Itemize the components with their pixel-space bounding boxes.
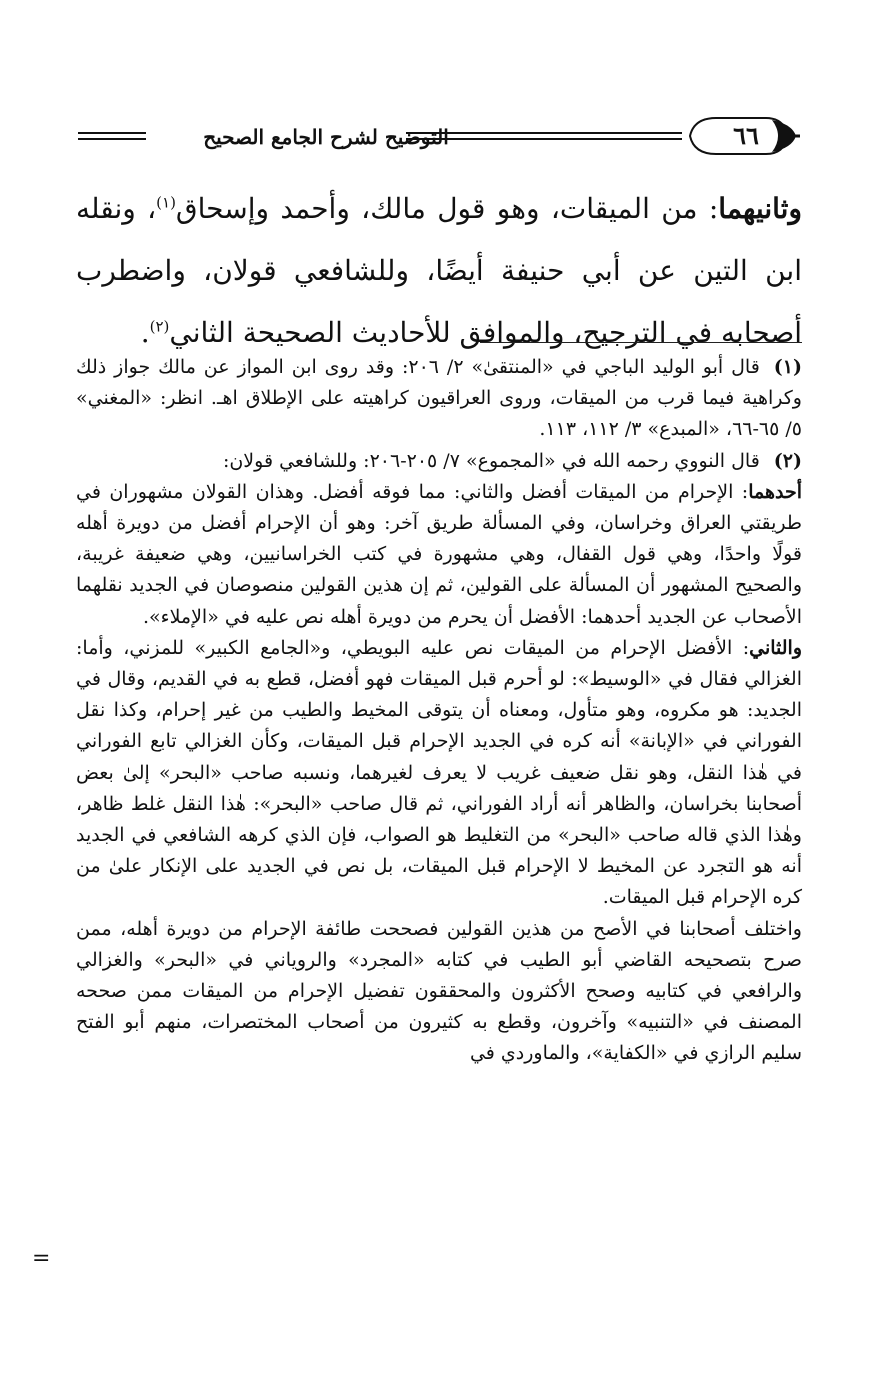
continuation-mark: = [32,1246,51,1271]
main-paragraph [76,178,802,364]
paragraph-text: ، ونقله ابن التين عن أبي حنيفة أيضًا، وللشافعي قولان، واضطرب أصحابه في الترجيح، والموافق للأحاديث الصحيحة الثاني [76,192,802,349]
footnote-number: (١) [773,356,802,378]
footnote-1 [76,352,802,446]
footnote-separator [480,342,802,343]
footnote-ref: (٢) [149,317,170,336]
paragraph-lead: وثانيهما [718,192,802,225]
footnote-text: : الأفضل الإحرام من الميقات نص عليه البويطي، و«الجامع الكبير» للمزني، وأما: الغزالي فقال في «الوسيط»: لو أحرم قبل الميقات فهو أفضل، قطع به في القديم، وقال في الجديد: هو مكروه، وهو متأول، ومعناه أن يتوقى المخيط والطيب من غير إحرام، وكذا نقل الفوراني في «الإبانة» أنه كره في الجديد الإحرام قبل الميقات، وكأن الغزالي تابع الفوراني في هٰذا النقل، وهو نقل ضعيف غريب لا يعرف لغيرهما، ونسبه صاحب «البحر» إلىٰ بعض أصحابنا بخراسان، والظاهر أنه أراد الفوراني، ثم قال صاحب «البحر»: هٰذا النقل غلط ظاهر، وهٰذا الذي قاله صاحب «البحر» من التغليط هو الصواب، فإن الذي كرهه الشافعي في الجديد أنه هو التجرد عن المخيط لا الإحرام قبل الميقات، بل نص في الجديد على الإنكار علىٰ من كره الإحرام قبل الميقات. [76,636,802,909]
main-text [76,178,802,364]
paragraph-text: : من الميقات، وهو قول مالك، وأحمد وإسحاق [175,192,719,225]
footnotes [76,352,802,1070]
footnote-text: قال النووي رحمه الله في «المجموع» ٧/ ٢٠٥-٢٠٦: وللشافعي قولان: [222,449,760,472]
paragraph-text: . [140,316,150,349]
footnote-text: : الإحرام من الميقات أفضل والثاني: مما فوقه أفضل. وهذان القولان مشهوران في طريقتي العراق وخراسان، وفي المسألة طريق آخر: وهو أن الإحرام أفضل من دويرة أهله قولًا واحدًا، وهي قول القفال، وهي مشهورة في كتب الخراسانيين، وهي ضعيفة غريبة، والصحيح المشهور أن المسألة على القولين، ثم إن هذين القولين منصوصان في الجديد نقلهما الأصحاب عن الجديد أحدهما: الأفضل أن يحرم من دويرة أهله نص عليه في «الإملاء». [76,480,802,628]
footnote-text: واختلف أصحابنا في الأصح من هذين القولين فصححت طائفة الإحرام من دويرة أهله، ممن صرح بتصحيحه القاضي أبو الطيب في كتابه «المجرد» والروياني في «البحر» والغزالي والرافعي في كتابيه وصحح الأكثرون والمحققون تفضيل الإحرام من الميقات ممن صححه المصنف في «التنبيه» وآخرون، وقطع به كثيرون من أصحاب المختصرات، منهم أبو الفتح سليم الرازي في «الكفاية»، والماوردي في [76,917,802,1065]
running-title: التوضيح لشرح الجامع الصحيح [203,125,449,149]
footnote-lead: والثاني [749,636,802,659]
page-header [76,112,800,160]
footnote-lead: أحدهما [748,480,802,503]
footnote-ref: (١) [156,193,176,212]
footnote-text: قال أبو الوليد الباجي في «المنتقىٰ» ٢/ ٢٠٦: وقد روى ابن المواز عن مالك جواز ذلك وكراهية فيما قرب من الميقات، وروى العراقيون كراهيته على الإطلاق اهـ. انظر: «المغني» ٥/ ٦٥-٦٦، «المبدع» ٣/ ١١٢، ١١٣. [76,356,802,441]
page-number: ٦٦ [733,121,759,150]
footnote-2 [76,446,802,1070]
footnote-number: (٢) [773,449,802,472]
